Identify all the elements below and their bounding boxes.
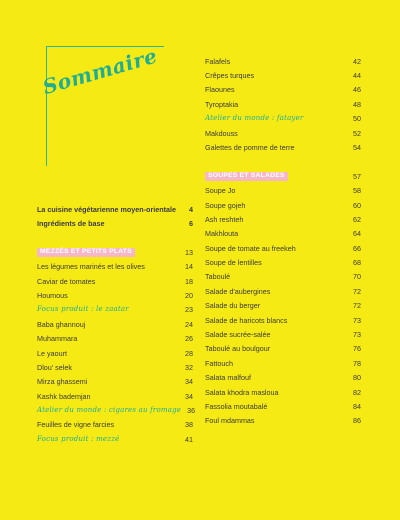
toc-entry-page: 6 — [189, 218, 193, 228]
toc-entry[interactable] — [37, 389, 193, 403]
toc-entry-focus[interactable] — [37, 432, 193, 446]
toc-entry[interactable] — [37, 216, 193, 230]
toc-entry-label: Ash reshteh — [205, 214, 244, 224]
toc-entry-label: Salade sucrée-salée — [205, 330, 271, 340]
toc-entry[interactable] — [205, 68, 361, 82]
toc-entry[interactable] — [205, 184, 361, 198]
toc-entry[interactable] — [37, 202, 193, 216]
toc-entry-label: Salade d'aubergines — [205, 286, 271, 296]
toc-entry[interactable] — [37, 260, 193, 274]
toc-entry-label: Salata khodra masloua — [205, 387, 279, 397]
toc-entry[interactable] — [37, 317, 193, 331]
toc-left-column — [37, 202, 196, 447]
toc-entry-page: 72 — [353, 301, 361, 311]
toc-entry-page: 14 — [185, 262, 193, 272]
toc-entry-label: Salata malfouf — [205, 373, 251, 383]
toc-entry-page: 48 — [353, 99, 361, 109]
toc-entry[interactable] — [205, 54, 361, 68]
toc-entry-label: Baba ghannouj — [37, 319, 86, 329]
toc-entry-label: Atelier du monde : fatayer — [205, 114, 304, 123]
toc-entry-label: Salade de haricots blancs — [205, 315, 288, 325]
toc-entry[interactable] — [205, 356, 361, 370]
toc-entry[interactable] — [37, 332, 193, 346]
toc-entry-label: Atelier du monde : cigares au fromage — [37, 406, 182, 415]
toc-entry[interactable] — [205, 97, 361, 111]
toc-entry-label: Galettes de pomme de terre — [205, 142, 295, 152]
toc-entry[interactable] — [205, 385, 361, 399]
toc-entry-label: Le yaourt — [37, 348, 67, 358]
toc-entry-page: 54 — [353, 142, 361, 152]
toc-entry-label: Salade du berger — [205, 301, 261, 311]
toc-entry[interactable] — [205, 299, 361, 313]
toc-entry-page: 62 — [353, 214, 361, 224]
toc-entry-page: 26 — [185, 334, 193, 344]
toc-right-column — [205, 54, 361, 428]
toc-entry-page: 24 — [185, 319, 193, 329]
toc-entry-atelier[interactable] — [37, 403, 196, 417]
toc-entry-page: 18 — [185, 276, 193, 286]
toc-entry-label: Taboulé au boulgour — [205, 344, 271, 354]
toc-entry-label: Taboulé — [205, 272, 231, 282]
toc-entry-page: 34 — [185, 377, 193, 387]
toc-entry[interactable] — [37, 274, 193, 288]
toc-entry-label: Crêpes turques — [205, 70, 255, 80]
toc-entry-page: 32 — [185, 362, 193, 372]
toc-entry-page: 84 — [353, 401, 361, 411]
section-label: MEZZÉS ET PETITS PLATS — [37, 248, 135, 257]
toc-entry[interactable] — [205, 399, 361, 413]
toc-section-mezzes[interactable] — [37, 245, 193, 259]
toc-entry-page: 73 — [353, 330, 361, 340]
toc-entry-page: 41 — [185, 434, 193, 444]
toc-entry-label: La cuisine végétarienne moyen-orientale — [37, 204, 177, 214]
toc-entry-label: Caviar de tomates — [37, 276, 96, 286]
toc-entry-page: 44 — [353, 70, 361, 80]
toc-entry-page: 70 — [353, 272, 361, 282]
toc-entry-label: Les légumes marinés et les olives — [37, 262, 145, 272]
toc-entry-label: Muhammara — [37, 334, 78, 344]
toc-entry[interactable] — [205, 342, 361, 356]
toc-entry-page: 64 — [353, 229, 361, 239]
toc-entry[interactable] — [205, 414, 361, 428]
toc-entry-page: 72 — [353, 286, 361, 296]
spacer — [205, 155, 361, 169]
toc-entry-page: 4 — [189, 204, 193, 214]
toc-entry[interactable] — [37, 360, 193, 374]
toc-entry[interactable] — [205, 241, 361, 255]
toc-entry-label: Soupe de tomate au freekeh — [205, 243, 296, 253]
toc-entry-page: 73 — [353, 315, 361, 325]
toc-section-soupes[interactable] — [205, 169, 361, 183]
toc-entry-page: 82 — [353, 387, 361, 397]
toc-entry[interactable] — [205, 313, 361, 327]
toc-entry-label: Foul mdammas — [205, 416, 255, 426]
toc-entry-focus[interactable] — [37, 303, 193, 317]
section-page: 57 — [353, 171, 361, 181]
toc-entry-page: 60 — [353, 200, 361, 210]
toc-entry[interactable] — [205, 227, 361, 241]
toc-entry[interactable] — [37, 418, 193, 432]
toc-entry-page: 78 — [353, 358, 361, 368]
toc-entry-label: Ingrédients de base — [37, 218, 105, 228]
toc-entry-label: Houmous — [37, 290, 68, 300]
toc-entry-page: 34 — [185, 391, 193, 401]
toc-entry-label: Soupe de lentilles — [205, 258, 262, 268]
spacer — [37, 231, 193, 245]
toc-entry-label: Dlou' selek — [37, 362, 72, 372]
toc-entry-atelier[interactable] — [205, 112, 361, 126]
toc-entry-page: 50 — [353, 114, 361, 124]
toc-entry-page: 46 — [353, 85, 361, 95]
toc-entry[interactable] — [205, 371, 361, 385]
toc-entry[interactable] — [205, 198, 361, 212]
toc-entry-label: Tyroptakia — [205, 99, 239, 109]
section-page: 13 — [185, 247, 193, 257]
toc-entry[interactable] — [205, 327, 361, 341]
toc-entry-label: Makhlouta — [205, 229, 239, 239]
toc-entry[interactable] — [37, 288, 193, 302]
toc-entry[interactable] — [205, 284, 361, 298]
toc-entry-label: Flaounes — [205, 85, 235, 95]
toc-entry-page: 42 — [353, 56, 361, 66]
toc-entry-page: 38 — [185, 420, 193, 430]
toc-entry-page: 66 — [353, 243, 361, 253]
toc-entry[interactable] — [205, 212, 361, 226]
toc-entry-label: Feuilles de vigne farcies — [37, 420, 115, 430]
toc-entry-page: 28 — [185, 348, 193, 358]
toc-entry-page: 68 — [353, 258, 361, 268]
toc-entry-page: 20 — [185, 290, 193, 300]
toc-entry-page: 76 — [353, 344, 361, 354]
toc-entry-page: 58 — [353, 186, 361, 196]
toc-entry[interactable] — [205, 255, 361, 269]
toc-entry[interactable] — [205, 270, 361, 284]
toc-entry-label: Focus produit : mezzé — [37, 434, 120, 443]
toc-entry-page: 52 — [353, 128, 361, 138]
toc-entry-label: Focus produit : le zaatar — [37, 305, 129, 314]
toc-entry[interactable] — [37, 346, 193, 360]
toc-entry-page: 86 — [353, 416, 361, 426]
toc-entry-page: 80 — [353, 373, 361, 383]
section-label: SOUPES ET SALADES — [205, 172, 288, 181]
toc-entry-label: Kashk bademjan — [37, 391, 91, 401]
toc-entry-label: Soupe Jo — [205, 186, 236, 196]
toc-entry[interactable] — [37, 375, 193, 389]
toc-entry-page: 36 — [187, 406, 196, 416]
toc-entry-label: Fassolia moutabalé — [205, 401, 268, 411]
toc-entry[interactable] — [205, 140, 361, 154]
toc-entry-label: Fattouch — [205, 358, 233, 368]
toc-entry[interactable] — [205, 126, 361, 140]
toc-entry-page: 23 — [185, 305, 193, 315]
toc-entry[interactable] — [205, 83, 361, 97]
page-title: Sommaire — [40, 43, 160, 100]
toc-entry-label: Makdouss — [205, 128, 238, 138]
toc-entry-label: Soupe gojeh — [205, 200, 246, 210]
toc-entry-label: Falafels — [205, 56, 231, 66]
toc-entry-label: Mirza ghassemi — [37, 377, 88, 387]
